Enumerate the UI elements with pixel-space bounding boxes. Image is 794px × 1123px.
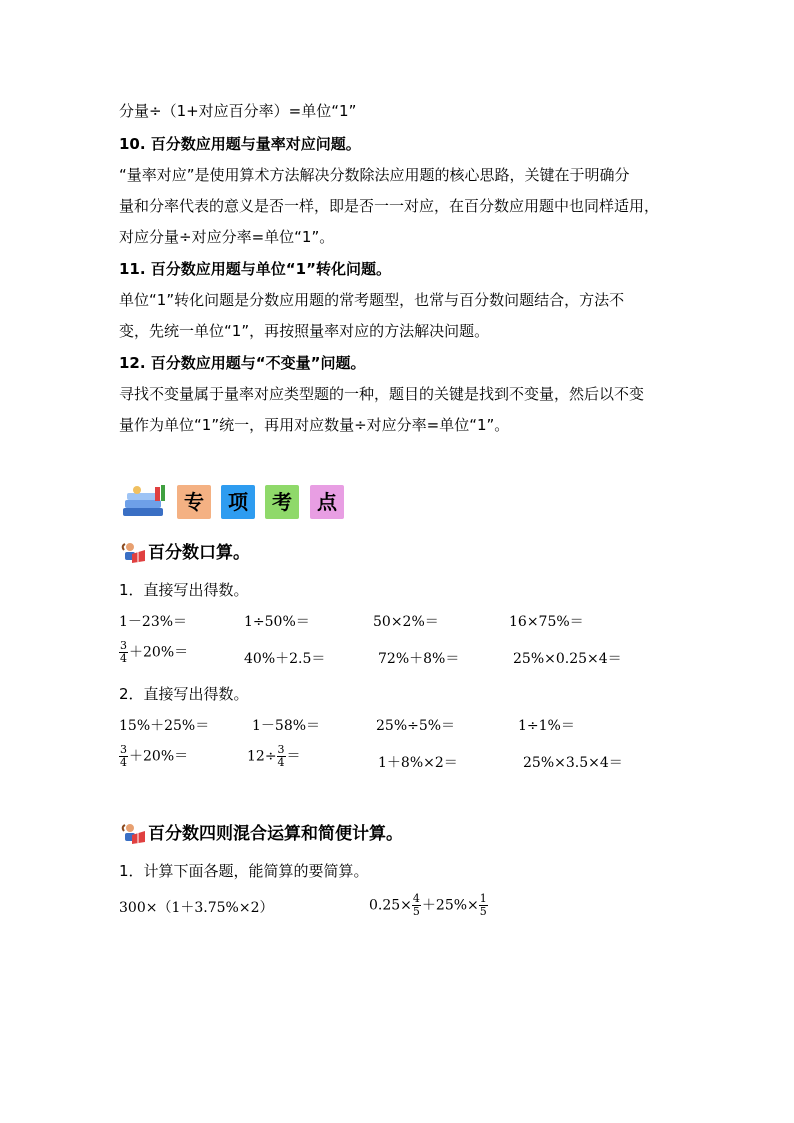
s1-q2-item: 25%×3.5×4＝ [523, 755, 623, 771]
paragraph-11-line2: 变，先统一单位“1”，再按照量率对应的方法解决问题。 [119, 322, 490, 340]
heading-11: 11. 百分数应用题与单位“1”转化问题。 [119, 260, 391, 278]
section1-title [121, 542, 250, 564]
paragraph-10-line2: 量和分率代表的意义是否一样，即是否一一对应，在百分数应用题中也同样适用， [119, 197, 660, 215]
s1-q1-item: 16×75%＝ [509, 614, 584, 630]
s1-q2-label: 2．直接写出得数。 [119, 685, 249, 703]
fraction: $\frac{1}{5}$ [479, 892, 487, 918]
paragraph-12-line2: 量作为单位“1”统一，再用对应数量÷对应分率=单位“1”。 [119, 416, 510, 434]
s1-q1-item: 1－23%＝ [119, 614, 188, 630]
paragraph-12-line1: 寻找不变量属于量率对应类型题的一种，题目的关键是找到不变量，然后以不变 [119, 385, 645, 403]
fraction: $\frac{3}{4}$ [277, 743, 285, 769]
section1-title-text: 百分数口算。 [148, 543, 250, 563]
s1-q1-frac-item: $\frac{3}{4}$ ＋20%＝ [120, 639, 189, 665]
section2-title-text: 百分数四则混合运算和简便计算。 [148, 824, 403, 844]
s1-q2-item: 25%÷5%＝ [376, 718, 456, 734]
paragraph-10-line1: “量率对应”是使用算术方法解决分数除法应用题的核心思路，关键在于明确分 [119, 166, 630, 184]
s2-expr2: 0.25× $\frac{4}{5}$ ＋25%× $\frac{1}{5}$ [369, 892, 487, 918]
heading-12: 12. 百分数应用题与“不变量”问题。 [119, 354, 366, 372]
banner-tile-3: 考 [265, 485, 299, 519]
s1-q1-item: 25%×0.25×4＝ [513, 651, 622, 667]
s2-expr1: 300×（1＋3.75%×2） [119, 900, 274, 916]
section2-title [121, 823, 403, 845]
banner-tile-2: 项 [221, 485, 255, 519]
paragraph-10-line3: 对应分量÷对应分率=单位“1”。 [119, 228, 335, 246]
s1-q2-item: 1－58%＝ [252, 718, 321, 734]
heading-10: 10. 百分数应用题与量率对应问题。 [119, 135, 361, 153]
s1-q1-item: 50×2%＝ [373, 614, 439, 630]
reading-child-icon [121, 542, 147, 564]
paragraph-11-line1: 单位“1”转化问题是分数应用题的常考题型，也常与百分数问题结合，方法不 [119, 291, 625, 309]
formula-line: 分量÷（1+对应百分率）=单位“1” [119, 102, 357, 120]
fraction: $\frac{3}{4}$ [120, 639, 127, 665]
s1-q1-item: 72%＋8%＝ [378, 651, 460, 667]
s1-q2-item: 15%＋25%＝ [119, 718, 210, 734]
fraction: $\frac{3}{4}$ [120, 743, 127, 769]
s1-q2-item: 1＋8%×2＝ [378, 755, 458, 771]
s1-q1-item: 40%＋2.5＝ [244, 651, 326, 667]
s1-q2-frac-item: $\frac{3}{4}$ ＋20%＝ [120, 743, 189, 769]
s1-q1-item: 1÷50%＝ [244, 614, 310, 630]
s1-q1-label: 1．直接写出得数。 [119, 581, 249, 599]
fraction: $\frac{4}{5}$ [412, 892, 420, 918]
s1-q2-item: 1÷1%＝ [518, 718, 575, 734]
banner-tile-4: 点 [310, 485, 344, 519]
s2-q1-label: 1．计算下面各题，能简算的要简算。 [119, 862, 369, 880]
reading-child-icon [121, 823, 147, 845]
s1-q2-frac-item: 12÷ $\frac{3}{4}$ ＝ [247, 743, 301, 769]
books-icon [121, 484, 171, 520]
banner-tile-1: 专 [177, 485, 211, 519]
